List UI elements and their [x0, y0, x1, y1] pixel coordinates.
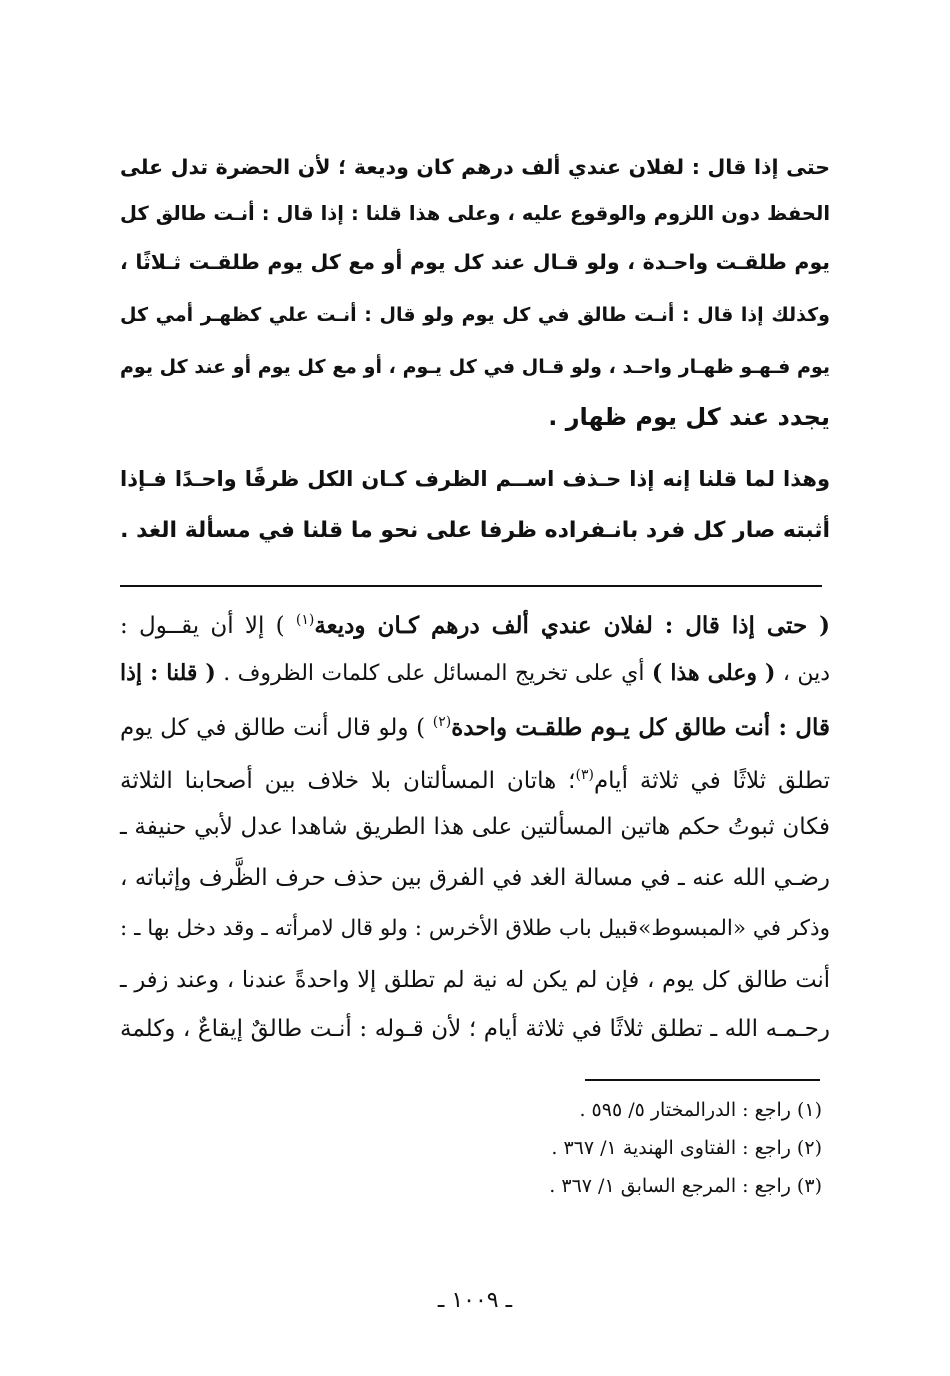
commentary-line: فكان ثبوتُ حكم هاتين المسألتين على هذا الطريق شاهدا عدل لأبي حنيفة ـ — [120, 814, 830, 840]
commentary-line — [120, 656, 830, 691]
commentary-text: ؛ هاتان المسألتان بلا خلاف بين أصحابنا الثلاثة — [120, 768, 576, 794]
commentary-text: تطلق ثلاثًا في ثلاثة أيام — [593, 768, 831, 794]
main-line: يجدد عند كل يوم ظهار . — [548, 403, 830, 431]
footnote: (٢) راجع : الفتاوى الهندية ١/ ٣٦٧ . — [551, 1137, 822, 1159]
commentary-line — [120, 705, 830, 745]
main-line: أثبته صار كل فرد بانـفراده ظرفا على نحو ما قلنا في مسألة الغد . — [120, 518, 830, 543]
commentary-line — [120, 603, 830, 643]
quoted-text: ( قلنا : إذا — [120, 660, 216, 686]
commentary-text: ) ولو قال أنت طالق في كل يوم — [120, 715, 433, 741]
commentary-text: ) إلا أن يقــول : — [120, 613, 296, 639]
commentary-line: وذكر في «المبسوط»قبيل باب طلاق الأخرس : ولو قال لامرأته ـ وقد دخل بها ـ : — [120, 916, 830, 941]
commentary-text: دين ، — [775, 661, 831, 686]
quoted-text: ( حتى إذا قال : لفلان عندي ألف درهم كـان وديعة — [314, 612, 831, 639]
main-line: يوم فـهـو ظهـار واحـد ، ولو قـال في كل يـوم ، أو مع كل يوم أو عند كل يوم — [120, 356, 830, 378]
page-number: ـ ١٠٠٩ ـ — [437, 1288, 513, 1313]
commentary-line: أنت طالق كل يوم ، فإن لم يكن له نية لم تطلق إلا واحدةً عندنا ، وعند زفر ـ — [120, 967, 830, 993]
footnote-ref: (٣) — [575, 767, 594, 783]
quoted-text: ( وعلى هذا ) — [651, 660, 776, 686]
commentary-text: أي على تخريج المسائل على كلمات الظروف . — [215, 661, 652, 686]
footnote: (١) راجع : الدرالمختار ٥/ ٥٩٥ . — [579, 1099, 822, 1121]
footnote: (٣) راجع : المرجع السابق ١/ ٣٦٧ . — [549, 1175, 822, 1197]
main-line: حتى إذا قال : لفلان عندي ألف درهم كان وديعة ؛ لأن الحضرة تدل على — [120, 155, 830, 179]
main-line: الحفظ دون اللزوم والوقوع عليه ، وعلى هذا قلنا : إذا قال : أنـت طالق كل — [120, 202, 830, 225]
footnote-ref: (٢) — [432, 714, 452, 730]
footnote-ref: (١) — [295, 612, 315, 628]
main-line: وهذا لما قلنا إنه إذا حـذف اســم الظرف كـان الكل ظرفًا واحـدًا فـإذا — [120, 467, 830, 491]
main-line: يوم طلقـت واحـدة ، ولو قـال عند كل يوم أو مع كل يوم طلقـت ثـلاثًا ، — [120, 250, 830, 274]
commentary-separator-rule — [120, 585, 822, 587]
commentary-line — [120, 758, 830, 798]
quoted-text: قال : أنت طالق كل يـوم طلقـت واحدة — [451, 714, 831, 741]
footnote-separator-rule — [585, 1079, 820, 1081]
main-line: وكذلك إذا قال : أنـت طالق في كل يوم ولو قال : أنـت علي كظهـر أمي كل — [120, 304, 830, 326]
commentary-line: رحـمـه الله ـ تطلق ثلاثًا في ثلاثة أيام ؛ لأن قـوله : أنـت طالقٌ إيقاعٌ ، وكلمة — [120, 1016, 830, 1042]
commentary-line: رضـي الله عنه ـ في مسالة الغد في الفرق بين حذف حرف الظَّرف وإثباته ، — [120, 865, 830, 891]
